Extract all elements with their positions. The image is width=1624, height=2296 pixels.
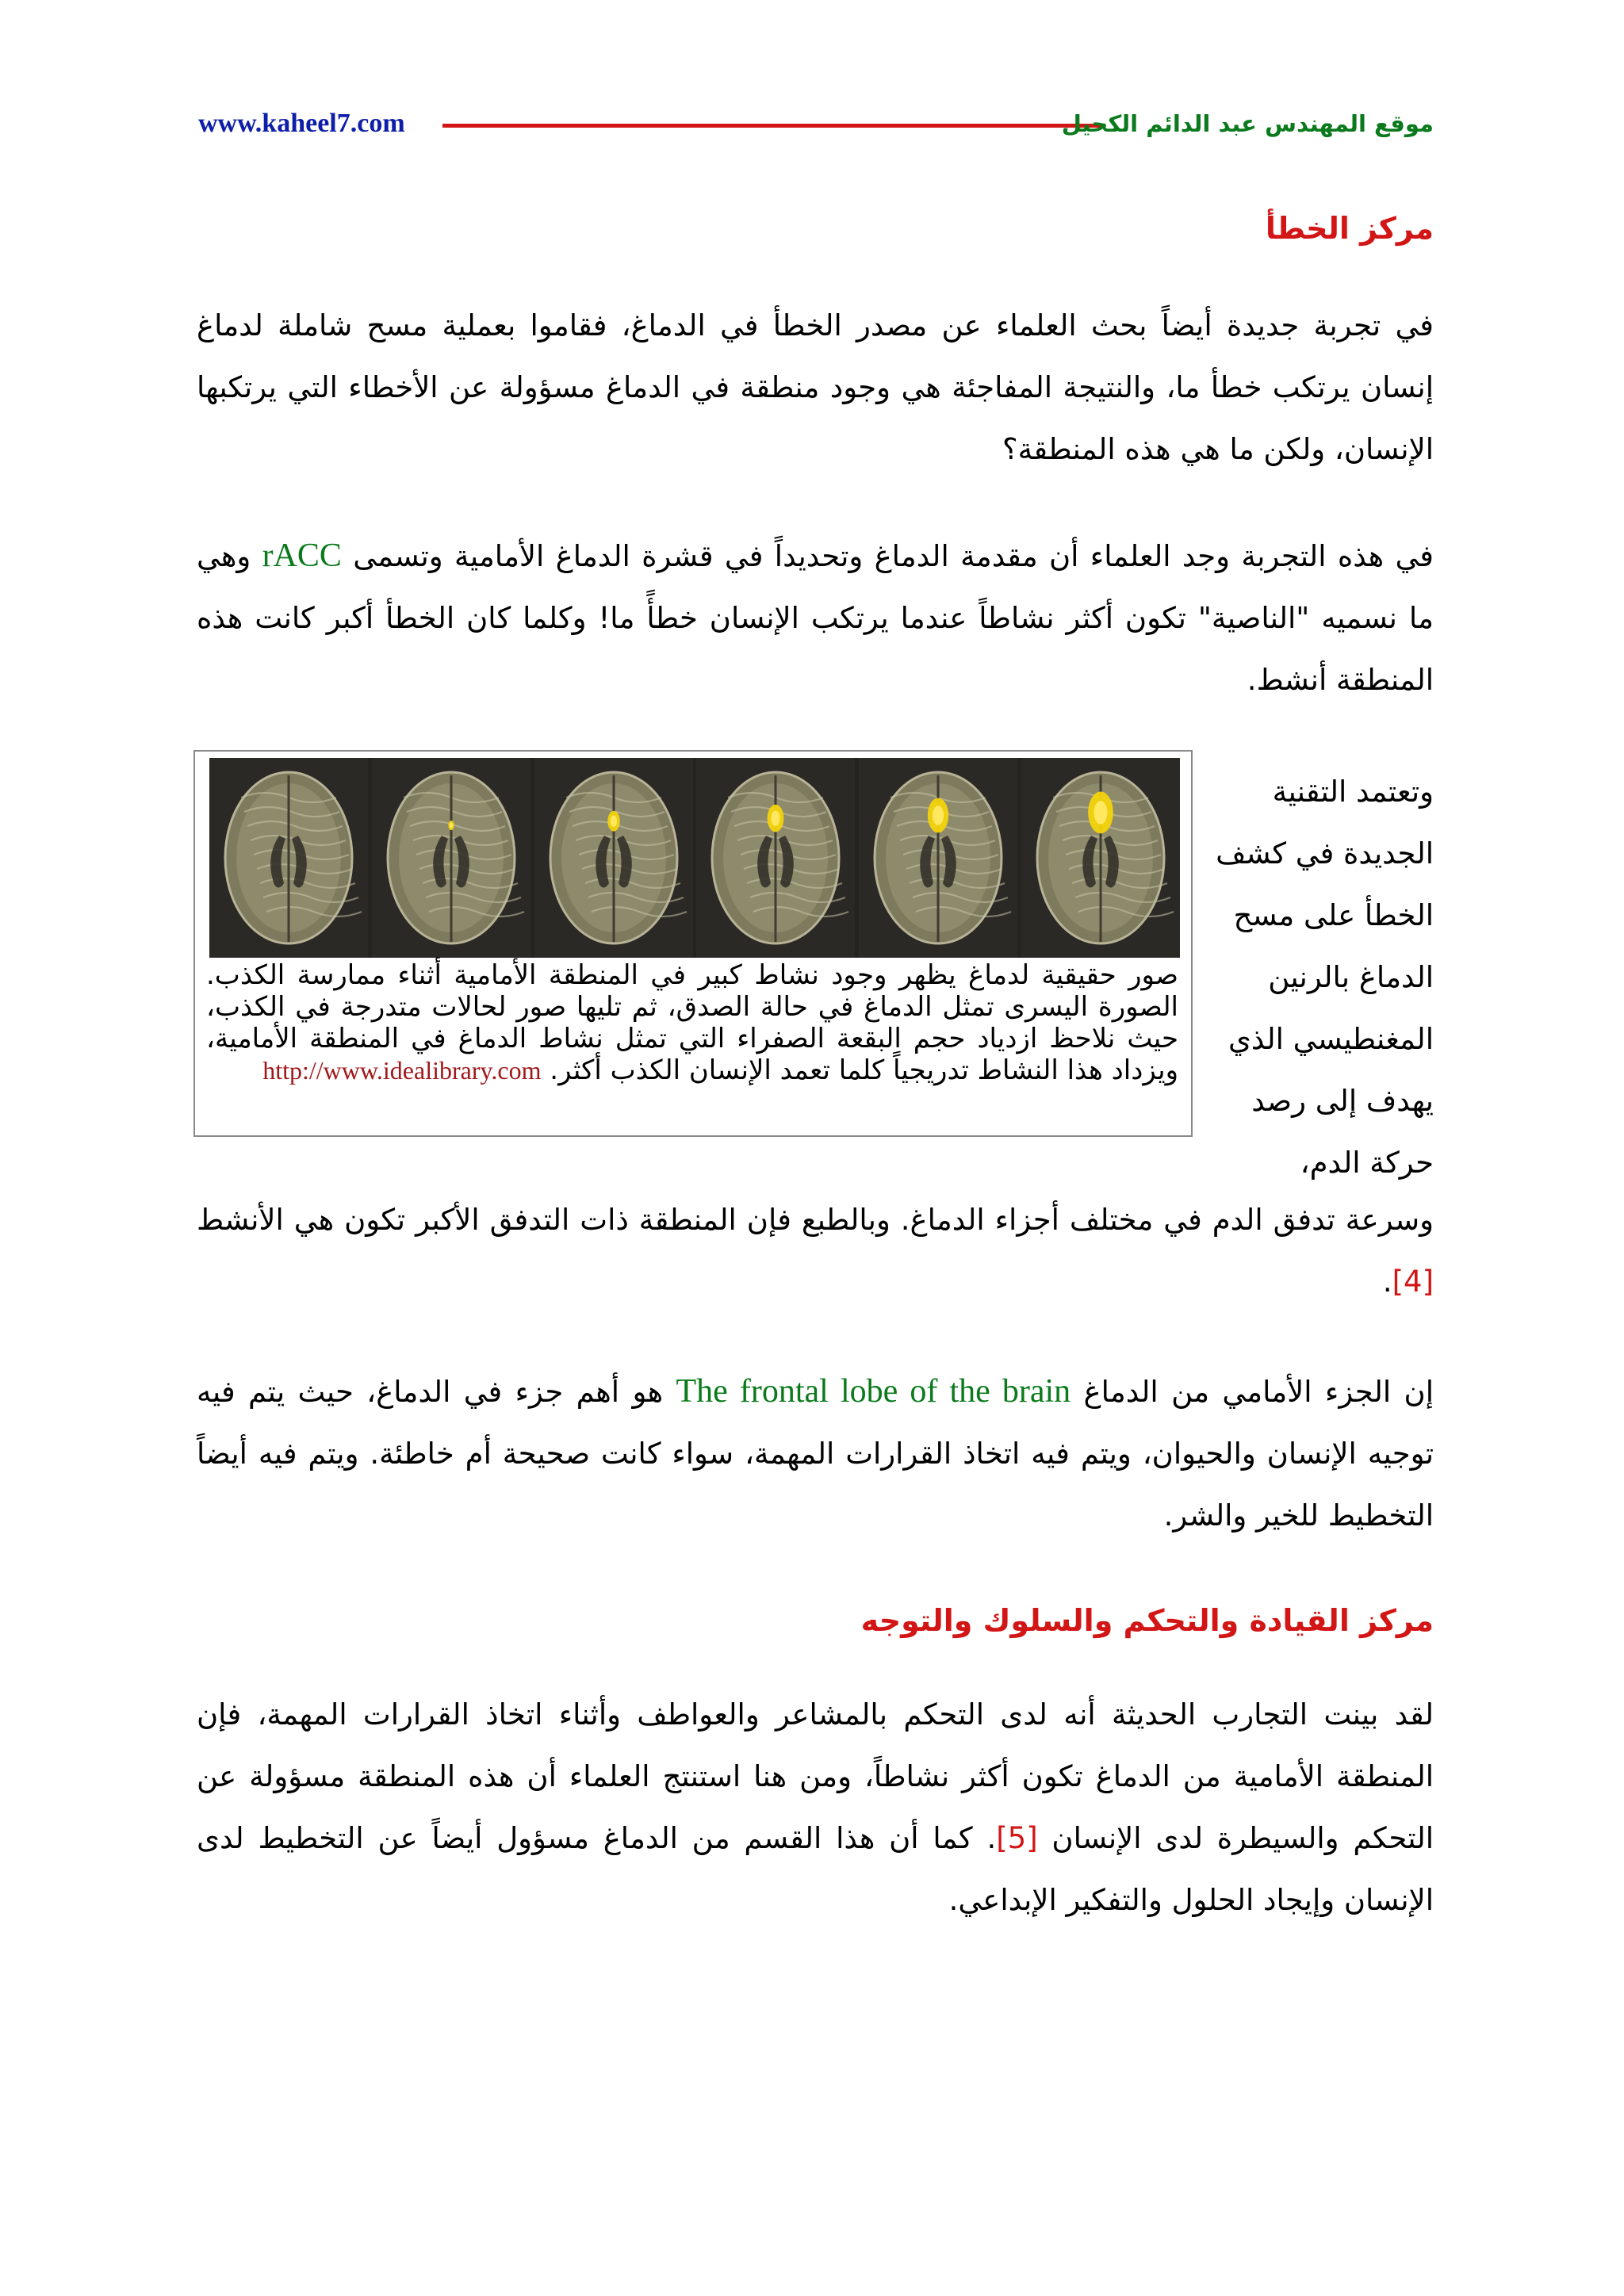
paragraph-control-start: لقد بينت التجارب الحديثة أنه لدى التحكم بالمشاعر والعواطف وأثناء اتخاذ القرارات المهمة، فإن المنطقة الأمامية من الدماغ تكون أكثر نشاطاً، ومن هنا استنتج العلماء أن هذه المنطقة مسؤولة عن التحكم والسيطرة لدى الإنسان — [197, 1697, 1434, 1855]
paragraph-blood-flow — [197, 1189, 1434, 1313]
figure-source-link[interactable]: http://www.idealibrary.com — [262, 1056, 542, 1085]
section-title-error-center: مركز الخطأ — [1265, 211, 1434, 246]
header-divider — [442, 124, 1102, 128]
paragraph-frontal-lobe — [197, 1360, 1434, 1547]
paragraph-racc — [197, 525, 1434, 711]
brain-scan-2 — [372, 758, 530, 958]
brain-scan-5 — [859, 758, 1017, 958]
figure-caption-text: صور حقيقية لدماغ يظهر وجود نشاط كبير في المنطقة الأمامية أثناء ممارسة الكذب. الصورة اليسرى تمثل الدماغ في حالة الصدق، ثم تليها صور لحالات متدرجة في الكذب، حيث نلاحظ ازدياد حجم البقعة الصفراء التي تمثل نشاط الدماغ في المنطقة الأمامية، ويزداد هذا النشاط تدريجياً كلما تعمد الإنسان الكذب أكثر. — [206, 959, 1178, 1086]
paragraph-control — [197, 1684, 1434, 1931]
paragraph-frontal-lobe-end: هو أهم جزء في الدماغ، حيث يتم فيه توجيه الإنسان والحيوان، ويتم فيه اتخاذ القرارات المهمة، سواء كانت صحيحة أم خاطئة. ويتم فيه أيضاً التخطيط للخير والشر. — [197, 1375, 1434, 1533]
brain-scan-figure — [193, 750, 1193, 1137]
reference-4-link[interactable]: [4] — [1392, 1265, 1434, 1299]
paragraph-error-intro: في تجربة جديدة أيضاً بحث العلماء عن مصدر الخطأ في الدماغ، فقاموا بعملية مسح شاملة لدماغ إنسان يرتكب خطأ ما، والنتيجة المفاجئة هي وجود منطقة في الدماغ مسؤولة عن الأخطاء التي يرتكبها الإنسان، ولكن ما هي هذه المنطقة؟ — [197, 308, 1434, 466]
brain-scan-1 — [209, 758, 368, 958]
brain-scan-6 — [1021, 758, 1180, 958]
side-column-text: وتعتمد التقنية الجديدة في كشف الخطأ على مسح الدماغ بالرنين المغنطيسي الذي يهدف إلى رصد حركة الدم، — [1216, 775, 1434, 1180]
paragraph-blood-flow-end: . — [1382, 1265, 1392, 1299]
paragraph-control-end: . كما أن هذا القسم من الدماغ مسؤول أيضاً عن التخطيط لدى الإنسان وإيجاد الحلول والتفكير الإبداعي. — [197, 1821, 1434, 1917]
site-url-link[interactable]: www.kaheel7.com — [198, 109, 405, 138]
figure-caption — [206, 959, 1178, 1086]
paragraph-blood-flow-text: وسرعة تدفق الدم في مختلف أجزاء الدماغ. وبالطبع فإن المنطقة ذات التدفق الأكبر تكون هي الأنشط — [197, 1203, 1434, 1237]
paragraph-racc-start: في هذه التجربة وجد العلماء أن مقدمة الدماغ وتحديداً في قشرة الدماغ الأمامية وتسمى — [341, 539, 1434, 573]
reference-5-link[interactable]: [5] — [996, 1821, 1038, 1855]
page-header — [198, 101, 1434, 146]
brain-scan-4 — [696, 758, 855, 958]
frontal-lobe-term: The frontal lobe of the brain — [676, 1373, 1071, 1410]
brain-scan-3 — [534, 758, 693, 958]
racc-term: rACC — [262, 538, 342, 574]
section-title-leadership-center: مركز القيادة والتحكم والسلوك والتوجه — [860, 1603, 1434, 1638]
paragraph-frontal-lobe-start: إن الجزء الأمامي من الدماغ — [1071, 1375, 1434, 1409]
site-name: موقع المهندس عبد الدائم الكحيل — [1061, 110, 1434, 137]
paragraph-racc-end: وهي ما نسميه "الناصية" تكون أكثر نشاطاً عندما يرتكب الإنسان خطأً ما! وكلما كان الخطأ أكبر كانت هذه المنطقة أنشط. — [197, 539, 1434, 697]
brain-scan-strip — [209, 758, 1180, 958]
